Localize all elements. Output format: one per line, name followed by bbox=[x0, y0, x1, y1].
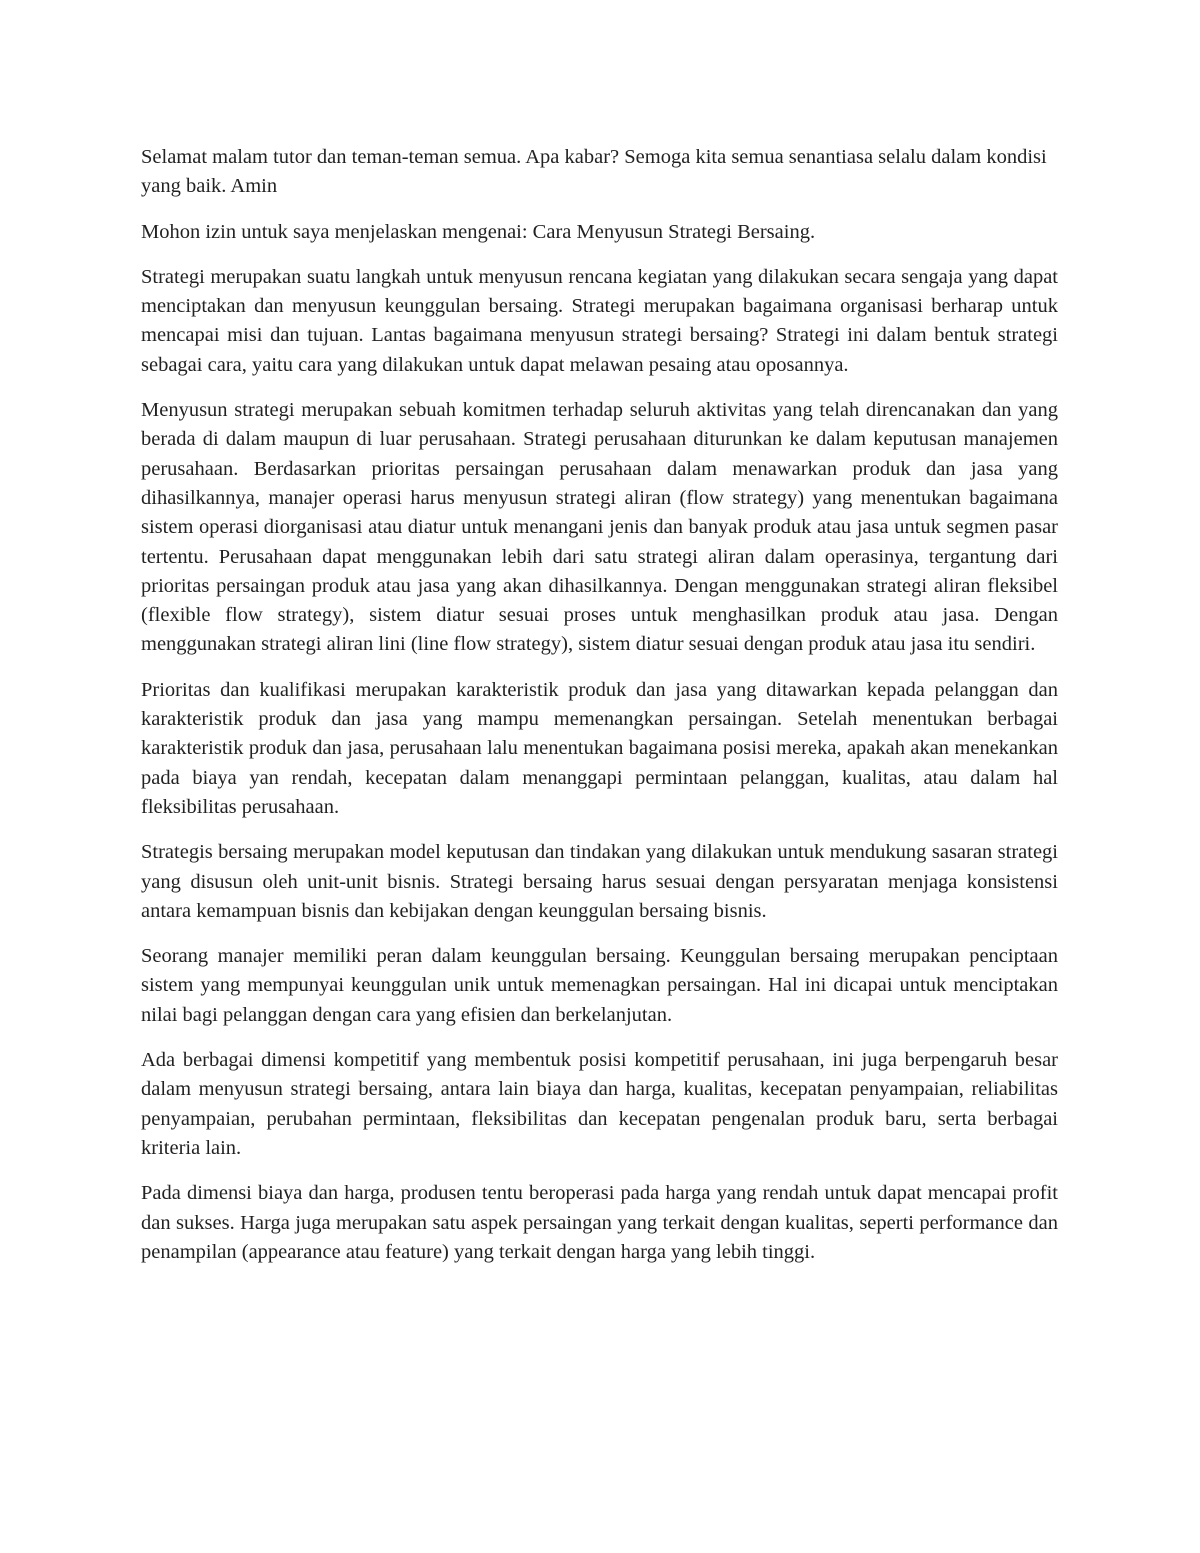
paragraph-competitive-strategy: Strategis bersaing merupakan model keputusan dan tindakan yang dilakukan untuk mendukung sasaran strategi yang disusun oleh unit-unit bisnis. Strategi bersaing harus sesuai dengan persyaratan menjaga konsistensi antara kemampuan bisnis dan kebijakan dengan keunggulan bersaing bisnis. bbox=[141, 841, 1058, 922]
paragraph-cost-price: Pada dimensi biaya dan harga, produsen tentu beroperasi pada harga yang rendah untuk dapat mencapai profit dan sukses. Harga juga merupakan satu aspek persaingan yang terkait dengan kualitas, seperti performance dan penampilan (appearance atau feature) yang terkait dengan harga yang lebih tinggi. bbox=[141, 1182, 1058, 1263]
document-body bbox=[141, 143, 1058, 1283]
paragraph-strategy-definition: Strategi merupakan suatu langkah untuk menyusun rencana kegiatan yang dilakukan secara sengaja yang dapat menciptakan dan menyusun keunggulan bersaing. Strategi merupakan bagaimana organisasi berharap untuk mencapai misi dan tujuan. Lantas bagaimana menyusun strategi bersaing? Strategi ini dalam bentuk strategi sebagai cara, yaitu cara yang dilakukan untuk dapat melawan pesaing atau oposannya. bbox=[141, 265, 1058, 376]
paragraph-manager-role: Seorang manajer memiliki peran dalam keunggulan bersaing. Keunggulan bersaing merupakan penciptaan sistem yang mempunyai keunggulan unik untuk memenagkan persaingan. Hal ini dicapai untuk menciptakan nilai bagi pelanggan dengan cara yang efisien dan berkelanjutan. bbox=[141, 945, 1058, 1026]
paragraph-topic: Mohon izin untuk saya menjelaskan mengenai: Cara Menyusun Strategi Bersaing. bbox=[141, 220, 816, 243]
paragraph-flow-strategy: Menyusun strategi merupakan sebuah komitmen terhadap seluruh aktivitas yang telah direncanakan dan yang berada di dalam maupun di luar perusahaan. Strategi perusahaan diturunkan ke dalam keputusan manajemen perusahaan. Berdasarkan prioritas persaingan perusahaan dalam menawarkan produk dan jasa yang dihasilkannya, manajer operasi harus menyusun strategi aliran (flow strategy) yang menentukan bagaimana sistem operasi diorganisasi atau diatur untuk menangani jenis dan banyak produk atau jasa untuk segmen pasar tertentu. Perusahaan dapat menggunakan lebih dari satu strategi aliran dalam operasinya, tergantung dari prioritas persaingan produk atau jasa yang akan dihasilkannya. Dengan menggunakan strategi aliran fleksibel (flexible flow strategy), sistem diatur sesuai proses untuk menghasilkan produk atau jasa. Dengan menggunakan strategi aliran lini (line flow strategy), sistem diatur sesuai dengan produk atau jasa itu sendiri. bbox=[141, 399, 1058, 656]
paragraph-priorities: Prioritas dan kualifikasi merupakan karakteristik produk dan jasa yang ditawarkan kepada pelanggan dan karakteristik produk dan jasa yang mampu memenangkan persaingan. Setelah menentukan berbagai karakteristik produk dan jasa, perusahaan lalu menentukan bagaimana posisi mereka, apakah akan menekankan pada biaya yan rendah, kecepatan dalam menanggapi permintaan pelanggan, kualitas, atau dalam hal fleksibilitas perusahaan. bbox=[141, 678, 1058, 818]
paragraph-greeting: Selamat malam tutor dan teman-teman semua. Apa kabar? Semoga kita semua senantiasa selalu dalam kondisi yang baik. Amin bbox=[141, 146, 1047, 198]
paragraph-competitive-dimensions: Ada berbagai dimensi kompetitif yang membentuk posisi kompetitif perusahaan, ini juga berpengaruh besar dalam menyusun strategi bersaing, antara lain biaya dan harga, kualitas, kecepatan penyampaian, reliabilitas penyampaian, perubahan permintaan, fleksibilitas dan kecepatan pengenalan produk baru, serta berbagai kriteria lain. bbox=[141, 1049, 1058, 1159]
